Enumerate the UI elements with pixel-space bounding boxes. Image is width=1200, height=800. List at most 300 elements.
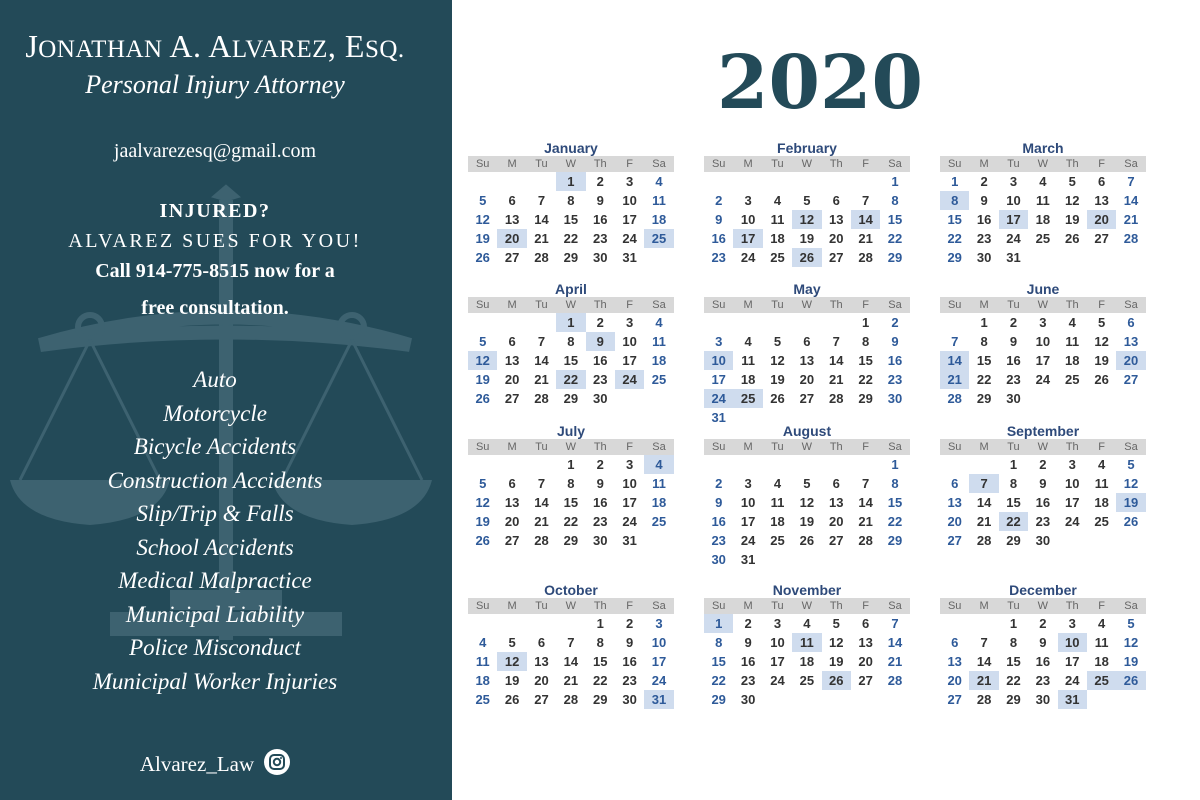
day-blank (704, 172, 733, 191)
day-cell: 22 (1006, 673, 1021, 688)
instagram-icon[interactable] (264, 749, 290, 775)
day-cell: 27 (858, 673, 873, 688)
day-cell: 23 (593, 231, 608, 246)
weekday-label: F (626, 158, 634, 170)
day-cell: 17 (1035, 353, 1051, 368)
day-cell: 6 (951, 476, 959, 491)
weekday-label: Tu (1007, 441, 1020, 453)
day-cell: 13 (829, 212, 844, 227)
day-cell: 11 (792, 633, 821, 652)
day-cell: 16 (1035, 495, 1051, 510)
day-cell: 22 (976, 372, 992, 387)
day-cell: 15 (711, 654, 726, 669)
day-cell: 8 (567, 193, 575, 208)
day-cell: 22 (887, 514, 903, 529)
day-cell: 26 (770, 391, 785, 406)
weekday-label: F (862, 158, 870, 170)
weekday-label: Su (711, 441, 726, 453)
day-blank (704, 313, 733, 332)
day-cell: 24 (622, 514, 637, 529)
day-cell: 18 (770, 231, 785, 246)
weekday-label: F (1098, 600, 1106, 612)
day-cell: 4 (1039, 174, 1047, 189)
day-blank (969, 614, 998, 633)
day-blank (497, 313, 526, 332)
day-cell: 10 (1035, 334, 1051, 349)
service-item: Bicycle Accidents (133, 434, 297, 459)
day-cell: 19 (504, 673, 520, 688)
day-cell: 11 (1094, 635, 1109, 650)
weekday-label: Th (1065, 158, 1079, 170)
day-cell: 15 (563, 212, 579, 227)
day-cell: 1 (951, 174, 959, 189)
day-cell: 16 (887, 353, 903, 368)
weekday-label: Th (829, 299, 843, 311)
day-cell: 31 (740, 552, 756, 567)
day-cell: 5 (832, 616, 840, 631)
day-cell: 11 (1035, 193, 1050, 208)
weekday-label: W (565, 441, 577, 453)
day-cell: 18 (1065, 353, 1080, 368)
day-blank (733, 313, 762, 332)
day-cell: 2 (1039, 457, 1047, 472)
month-name: August (782, 423, 832, 439)
day-cell: 15 (1006, 654, 1021, 669)
day-cell: 9 (744, 635, 752, 650)
day-cell: 5 (479, 193, 487, 208)
day-cell: 15 (858, 353, 873, 368)
day-cell: 15 (593, 654, 608, 669)
social-handle-text: Alvarez_Law (139, 752, 255, 776)
day-cell: 12 (475, 212, 490, 227)
month-september (940, 423, 1146, 550)
day-cell: 22 (947, 231, 962, 246)
day-cell: 2 (715, 476, 723, 491)
day-cell: 29 (858, 391, 873, 406)
day-cell: 3 (1068, 616, 1076, 631)
day-cell: 17 (733, 229, 762, 248)
day-blank (733, 172, 762, 191)
day-cell: 3 (655, 616, 663, 631)
day-cell: 14 (829, 353, 844, 368)
weekday-header (468, 297, 674, 313)
day-cell: 4 (803, 616, 811, 631)
service-item: Slip/Trip & Falls (136, 501, 294, 526)
weekday-label: F (1098, 158, 1106, 170)
day-cell: 13 (947, 654, 962, 669)
day-cell: 18 (651, 212, 667, 227)
day-cell: 27 (504, 391, 520, 406)
day-blank (468, 172, 497, 191)
day-cell: 28 (858, 250, 873, 265)
day-cell: 10 (622, 476, 637, 491)
day-cell: 11 (1094, 476, 1109, 491)
day-cell: 21 (534, 231, 549, 246)
day-cell: 25 (651, 514, 667, 529)
day-cell: 20 (504, 372, 520, 387)
day-cell: 12 (1123, 635, 1139, 650)
day-cell: 5 (803, 193, 811, 208)
weekday-label: M (979, 600, 989, 612)
service-item: Municipal Worker Injuries (92, 668, 338, 694)
day-cell: 13 (504, 353, 520, 368)
day-cell: 5 (803, 476, 811, 491)
day-cell: 20 (947, 514, 962, 529)
day-cell: 10 (1065, 476, 1080, 491)
day-cell: 15 (563, 353, 579, 368)
attorney-name: JONATHAN A. ALVAREZ, ESQ. (25, 28, 405, 64)
day-cell: 4 (1068, 315, 1076, 330)
month-name: May (793, 281, 821, 297)
month-name: January (544, 140, 598, 156)
month-may (704, 281, 910, 427)
day-cell: 28 (976, 692, 992, 707)
day-cell: 5 (479, 476, 487, 491)
day-cell: 3 (626, 457, 634, 472)
weekday-label: Tu (771, 158, 784, 170)
day-cell: 13 (534, 654, 549, 669)
weekday-label: Su (475, 299, 490, 311)
month-october (468, 582, 674, 709)
day-cell: 19 (1065, 212, 1080, 227)
weekday-label: W (801, 299, 813, 311)
weekday-label: Th (829, 600, 843, 612)
day-cell: 24 (1006, 231, 1021, 246)
day-cell: 28 (534, 250, 549, 265)
day-cell: 20 (534, 673, 549, 688)
day-grid (468, 172, 674, 267)
day-cell: 13 (858, 635, 873, 650)
day-cell: 9 (1009, 334, 1018, 349)
weekday-header (468, 439, 674, 455)
day-cell: 3 (626, 315, 634, 330)
service-item: Police Misconduct (129, 635, 301, 660)
weekday-label: W (565, 600, 577, 612)
day-grid (940, 614, 1146, 709)
day-blank (792, 455, 821, 474)
day-cell: 10 (1006, 193, 1021, 208)
day-cell: 12 (770, 353, 785, 368)
weekday-label: Sa (888, 600, 902, 612)
day-blank (527, 455, 556, 474)
day-cell: 17 (740, 514, 756, 529)
day-cell: 12 (792, 210, 821, 229)
day-cell: 31 (1006, 250, 1021, 265)
day-cell: 8 (980, 334, 988, 349)
weekday-label: W (565, 158, 577, 170)
day-blank (822, 455, 851, 474)
weekday-label: M (743, 299, 753, 311)
day-cell: 25 (1087, 671, 1116, 690)
day-cell: 23 (1035, 673, 1051, 688)
day-grid (704, 172, 910, 267)
month-december (940, 582, 1146, 709)
day-cell: 30 (1035, 533, 1051, 548)
day-cell: 2 (626, 616, 634, 631)
day-blank (468, 455, 497, 474)
month-march (940, 140, 1146, 267)
weekday-label: M (507, 299, 517, 311)
day-cell: 3 (744, 193, 752, 208)
day-cell: 9 (891, 334, 899, 349)
day-cell: 28 (1123, 231, 1139, 246)
day-cell: 6 (951, 635, 959, 650)
day-cell: 7 (537, 334, 546, 349)
weekday-label: Th (593, 158, 607, 170)
weekday-label: Su (475, 600, 490, 612)
day-cell: 13 (799, 353, 815, 368)
day-cell: 16 (976, 212, 992, 227)
day-cell: 27 (947, 692, 962, 707)
day-cell: 4 (644, 455, 673, 474)
day-cell: 2 (596, 174, 604, 189)
day-cell: 23 (1035, 514, 1051, 529)
day-cell: 22 (563, 514, 579, 529)
day-cell: 5 (508, 635, 516, 650)
day-cell: 21 (858, 514, 873, 529)
day-cell: 20 (829, 231, 844, 246)
day-cell: 27 (504, 250, 520, 265)
day-cell: 29 (887, 250, 903, 265)
day-cell: 21 (887, 654, 903, 669)
day-cell: 31 (644, 690, 673, 709)
day-cell: 2 (891, 315, 899, 330)
weekday-label: Tu (1007, 600, 1020, 612)
day-cell: 23 (887, 372, 903, 387)
day-cell: 11 (741, 353, 755, 368)
weekday-label: W (801, 441, 813, 453)
day-cell: 7 (891, 616, 899, 631)
weekday-label: Sa (652, 158, 666, 170)
day-cell: 30 (1006, 391, 1021, 406)
day-cell: 29 (947, 250, 962, 265)
weekday-label: M (507, 441, 517, 453)
day-grid (704, 455, 910, 569)
day-grid (940, 313, 1146, 408)
weekday-label: M (507, 158, 517, 170)
day-cell: 19 (770, 372, 785, 387)
day-cell: 7 (862, 476, 870, 491)
day-cell: 19 (475, 231, 490, 246)
day-cell: 7 (862, 193, 870, 208)
weekday-label: Sa (888, 158, 902, 170)
weekday-label: M (979, 441, 989, 453)
day-blank (704, 455, 733, 474)
day-cell: 27 (504, 533, 520, 548)
weekday-label: W (1037, 441, 1049, 453)
month-name: December (1009, 582, 1077, 598)
day-cell: 26 (475, 533, 490, 548)
day-cell: 20 (947, 673, 962, 688)
day-cell: 23 (711, 533, 726, 548)
weekday-label: W (1037, 158, 1049, 170)
day-cell: 16 (711, 231, 726, 246)
day-cell: 6 (1098, 174, 1106, 189)
weekday-label: Su (947, 441, 962, 453)
day-cell: 21 (976, 514, 992, 529)
day-cell: 20 (829, 514, 844, 529)
day-cell: 8 (567, 476, 575, 491)
weekday-label: Tu (771, 441, 784, 453)
day-cell: 27 (799, 391, 815, 406)
day-cell: 3 (715, 334, 723, 349)
month-april (468, 281, 674, 408)
day-cell: 14 (1123, 193, 1139, 208)
day-cell: 5 (1068, 174, 1076, 189)
weekday-header (940, 297, 1146, 313)
day-cell: 17 (1065, 495, 1080, 510)
day-cell: 14 (858, 495, 873, 510)
day-cell: 8 (891, 193, 899, 208)
day-cell: 1 (980, 315, 988, 330)
day-cell: 30 (976, 250, 992, 265)
day-cell: 27 (1094, 231, 1109, 246)
day-grid (468, 455, 674, 550)
call-to-action: Call 914-775-8515 now for a (95, 260, 335, 282)
day-cell: 1 (891, 174, 899, 189)
weekday-label: Th (829, 158, 843, 170)
day-cell: 24 (622, 231, 637, 246)
day-cell: 24 (1065, 673, 1080, 688)
day-cell: 12 (1094, 334, 1109, 349)
weekday-label: F (862, 299, 870, 311)
day-cell: 7 (951, 334, 959, 349)
day-cell: 4 (773, 476, 782, 491)
service-item: School Accidents (136, 534, 294, 560)
day-cell: 28 (887, 673, 903, 688)
day-cell: 28 (947, 391, 962, 406)
day-cell: 26 (1123, 514, 1139, 529)
services-list (0, 363, 430, 698)
day-cell: 8 (940, 191, 969, 210)
weekday-label: Su (947, 600, 962, 612)
weekday-label: Tu (771, 600, 784, 612)
service-item: Motorcycle (163, 400, 267, 426)
day-cell: 9 (586, 332, 615, 351)
day-cell: 25 (1035, 231, 1051, 246)
day-cell: 7 (567, 635, 575, 650)
day-cell: 12 (497, 652, 526, 671)
month-august (704, 423, 910, 569)
day-blank (468, 614, 497, 633)
day-cell: 27 (1123, 372, 1139, 387)
day-cell: 19 (1123, 654, 1139, 669)
day-cell: 9 (1039, 635, 1047, 650)
weekday-label: M (979, 158, 989, 170)
day-cell: 3 (626, 174, 634, 189)
day-cell: 30 (593, 533, 608, 548)
weekday-label: Sa (888, 441, 902, 453)
day-cell: 20 (504, 514, 520, 529)
weekday-header (940, 156, 1146, 172)
weekday-label: Su (475, 441, 490, 453)
day-cell: 14 (563, 654, 579, 669)
weekday-label: Th (593, 441, 607, 453)
day-cell: 10 (622, 193, 637, 208)
day-cell: 6 (832, 476, 840, 491)
day-cell: 13 (504, 495, 520, 510)
weekday-label: M (743, 158, 753, 170)
service-item: Construction Accidents (107, 467, 323, 493)
day-cell: 18 (799, 654, 815, 669)
day-cell: 25 (770, 250, 785, 265)
weekday-label: Th (593, 600, 607, 612)
month-name: March (1022, 140, 1064, 156)
weekday-label: M (507, 600, 517, 612)
injured-heading: INJURED? (159, 200, 271, 222)
day-cell: 29 (1006, 533, 1021, 548)
day-grid (468, 614, 674, 709)
day-cell: 8 (1009, 476, 1018, 491)
day-cell: 21 (858, 231, 873, 246)
day-cell: 2 (744, 616, 752, 631)
day-cell: 3 (1009, 174, 1018, 189)
day-blank (468, 313, 497, 332)
month-name: April (555, 281, 587, 297)
weekday-label: Tu (535, 299, 548, 311)
month-january (468, 140, 674, 267)
day-cell: 22 (887, 231, 903, 246)
day-cell: 4 (1098, 457, 1106, 472)
day-cell: 15 (947, 212, 962, 227)
day-grid (468, 313, 674, 408)
day-cell: 6 (537, 635, 546, 650)
day-cell: 16 (1006, 353, 1021, 368)
day-cell: 25 (1065, 372, 1080, 387)
day-cell: 1 (862, 315, 870, 330)
calendar-year: 2020 (717, 40, 923, 126)
day-blank (822, 313, 851, 332)
weekday-label: Th (1065, 299, 1079, 311)
day-cell: 4 (655, 174, 663, 189)
weekday-label: Sa (1124, 158, 1138, 170)
day-cell: 6 (508, 476, 516, 491)
day-cell: 8 (1009, 635, 1018, 650)
day-grid (704, 614, 910, 709)
day-blank (733, 455, 762, 474)
day-cell: 19 (1094, 353, 1109, 368)
service-item: Medical Malpractice (118, 568, 312, 593)
day-cell: 20 (1087, 210, 1116, 229)
day-cell: 24 (740, 250, 756, 265)
weekday-header (940, 439, 1146, 455)
day-cell: 5 (1098, 315, 1106, 330)
day-cell: 19 (1116, 493, 1145, 512)
day-cell: 21 (1123, 212, 1139, 227)
month-february (704, 140, 910, 267)
day-cell: 30 (711, 552, 726, 567)
day-cell: 13 (504, 212, 520, 227)
day-cell: 1 (1009, 616, 1018, 631)
day-cell: 10 (740, 212, 756, 227)
day-cell: 10 (651, 635, 667, 650)
day-cell: 22 (858, 372, 873, 387)
weekday-label: W (1037, 299, 1049, 311)
day-cell: 17 (622, 212, 637, 227)
month-name: July (556, 423, 585, 439)
weekday-label: Tu (535, 441, 548, 453)
day-cell: 3 (773, 616, 782, 631)
day-cell: 16 (593, 353, 608, 368)
day-cell: 15 (887, 495, 903, 510)
day-cell: 11 (652, 334, 666, 349)
month-november (704, 582, 910, 709)
day-cell: 13 (947, 495, 962, 510)
day-cell: 23 (740, 673, 756, 688)
day-cell: 1 (891, 457, 899, 472)
attorney-panel (0, 0, 452, 800)
weekday-label: M (743, 441, 753, 453)
